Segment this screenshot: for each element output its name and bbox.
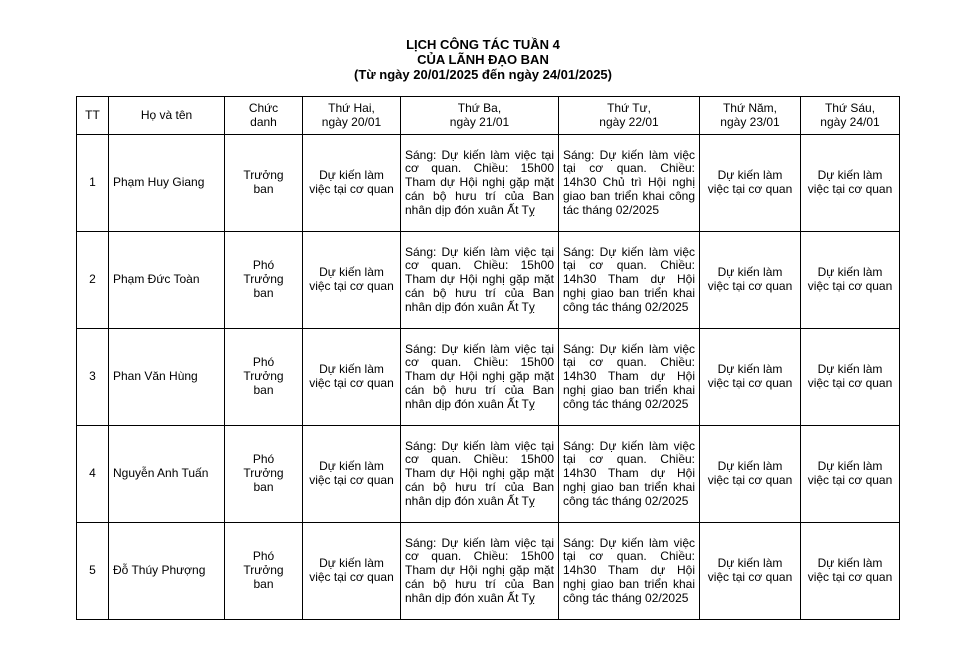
position-line: ban xyxy=(253,576,274,591)
cell-name: Nguyễn Anh Tuấn xyxy=(109,426,225,523)
cell-tt: 3 xyxy=(77,329,109,426)
position-line: Trưởng xyxy=(243,466,284,481)
cell-friday: Dự kiến làm việc tại cơ quan xyxy=(801,135,900,232)
cell-tuesday: Sáng: Dự kiến làm việc tại cơ quan. Chiều: 15h00 Tham dự Hội nghị gặp mặt cán bộ hưu trí của Ban nhân dịp đón xuân Ất Tỵ xyxy=(401,523,559,620)
position-line: Trưởng xyxy=(243,563,284,578)
cell-wednesday: Sáng: Dự kiến làm việc tại cơ quan. Chiều: 14h30 Chủ trì Hội nghị giao ban triển khai công tác tháng 02/2025 xyxy=(559,135,700,232)
table-row xyxy=(77,523,900,620)
col-header-position: Chức danh xyxy=(225,97,303,135)
title-date-range: (Từ ngày 20/01/2025 đến ngày 24/01/2025) xyxy=(354,67,612,82)
cell-friday: Dự kiến làm việc tại cơ quan xyxy=(801,523,900,620)
title-line-1: LỊCH CÔNG TÁC TUẦN 4 xyxy=(406,37,560,52)
col-header-monday: Thứ Hai, ngày 20/01 xyxy=(303,97,401,135)
table-row xyxy=(77,135,900,232)
cell-position xyxy=(225,426,303,523)
cell-position xyxy=(225,135,303,232)
position-line: Trưởng xyxy=(243,369,284,384)
header-row xyxy=(77,97,900,135)
cell-tt: 4 xyxy=(77,426,109,523)
cell-thursday: Dự kiến làm việc tại cơ quan xyxy=(700,232,801,329)
schedule-table xyxy=(76,96,900,620)
cell-tuesday: Sáng: Dự kiến làm việc tại cơ quan. Chiều: 15h00 Tham dự Hội nghị gặp mặt cán bộ hưu trí của Ban nhân dịp đón xuân Ất Tỵ xyxy=(401,329,559,426)
document-header xyxy=(0,37,966,82)
position-line: ban xyxy=(253,182,274,196)
position-line: ban xyxy=(253,382,274,397)
cell-name: Phạm Huy Giang xyxy=(109,135,225,232)
col-header-tuesday: Thứ Ba, ngày 21/01 xyxy=(401,97,559,135)
cell-friday: Dự kiến làm việc tại cơ quan xyxy=(801,232,900,329)
position-line: Phó xyxy=(252,258,275,273)
position-line: ban xyxy=(253,479,274,494)
cell-monday: Dự kiến làm việc tại cơ quan xyxy=(303,426,401,523)
cell-monday: Dự kiến làm việc tại cơ quan xyxy=(303,523,401,620)
position-line: Phó xyxy=(252,355,275,370)
cell-monday: Dự kiến làm việc tại cơ quan xyxy=(303,232,401,329)
position-line: Phó xyxy=(252,549,275,564)
cell-tt: 1 xyxy=(77,135,109,232)
col-header-friday: Thứ Sáu, ngày 24/01 xyxy=(801,97,900,135)
cell-wednesday: Sáng: Dự kiến làm việc tại cơ quan. Chiều: 14h30 Tham dự Hội nghị giao ban triển khai công tác tháng 02/2025 xyxy=(559,329,700,426)
cell-thursday: Dự kiến làm việc tại cơ quan xyxy=(700,426,801,523)
cell-wednesday: Sáng: Dự kiến làm việc tại cơ quan. Chiều: 14h30 Tham dự Hội nghị giao ban triển khai công tác tháng 02/2025 xyxy=(559,232,700,329)
cell-friday: Dự kiến làm việc tại cơ quan xyxy=(801,426,900,523)
title-line-2: CỦA LÃNH ĐẠO BAN xyxy=(417,52,549,67)
cell-tt: 5 xyxy=(77,523,109,620)
cell-tt: 2 xyxy=(77,232,109,329)
cell-thursday: Dự kiến làm việc tại cơ quan xyxy=(700,135,801,232)
cell-thursday: Dự kiến làm việc tại cơ quan xyxy=(700,523,801,620)
cell-monday: Dự kiến làm việc tại cơ quan xyxy=(303,135,401,232)
cell-position xyxy=(225,523,303,620)
cell-monday: Dự kiến làm việc tại cơ quan xyxy=(303,329,401,426)
position-line: Trưởng xyxy=(243,272,284,287)
cell-position xyxy=(225,232,303,329)
cell-thursday: Dự kiến làm việc tại cơ quan xyxy=(700,329,801,426)
cell-name: Phan Văn Hùng xyxy=(109,329,225,426)
col-header-thursday: Thứ Năm, ngày 23/01 xyxy=(700,97,801,135)
table-row xyxy=(77,426,900,523)
cell-friday: Dự kiến làm việc tại cơ quan xyxy=(801,329,900,426)
cell-name: Đỗ Thúy Phượng xyxy=(109,523,225,620)
table-row xyxy=(77,329,900,426)
position-line: Phó xyxy=(252,452,275,467)
position-line: ban xyxy=(253,285,274,300)
col-header-tt: TT xyxy=(77,97,109,135)
cell-wednesday: Sáng: Dự kiến làm việc tại cơ quan. Chiều: 14h30 Tham dự Hội nghị giao ban triển khai công tác tháng 02/2025 xyxy=(559,523,700,620)
cell-tuesday: Sáng: Dự kiến làm việc tại cơ quan. Chiều: 15h00 Tham dự Hội nghị gặp mặt cán bộ hưu trí của Ban nhân dịp đón xuân Ất Tỵ xyxy=(401,135,559,232)
col-header-name: Họ và tên xyxy=(109,97,225,135)
cell-name: Phạm Đức Toàn xyxy=(109,232,225,329)
cell-tuesday: Sáng: Dự kiến làm việc tại cơ quan. Chiều: 15h00 Tham dự Hội nghị gặp mặt cán bộ hưu trí của Ban nhân dịp đón xuân Ất Tỵ xyxy=(401,426,559,523)
col-header-wednesday: Thứ Tư, ngày 22/01 xyxy=(559,97,700,135)
table-row xyxy=(77,232,900,329)
cell-position xyxy=(225,329,303,426)
cell-tuesday: Sáng: Dự kiến làm việc tại cơ quan. Chiều: 15h00 Tham dự Hội nghị gặp mặt cán bộ hưu trí của Ban nhân dịp đón xuân Ất Tỵ xyxy=(401,232,559,329)
position-line: Trưởng xyxy=(243,168,284,183)
cell-wednesday: Sáng: Dự kiến làm việc tại cơ quan. Chiều: 14h30 Tham dự Hội nghị giao ban triển khai công tác tháng 02/2025 xyxy=(559,426,700,523)
